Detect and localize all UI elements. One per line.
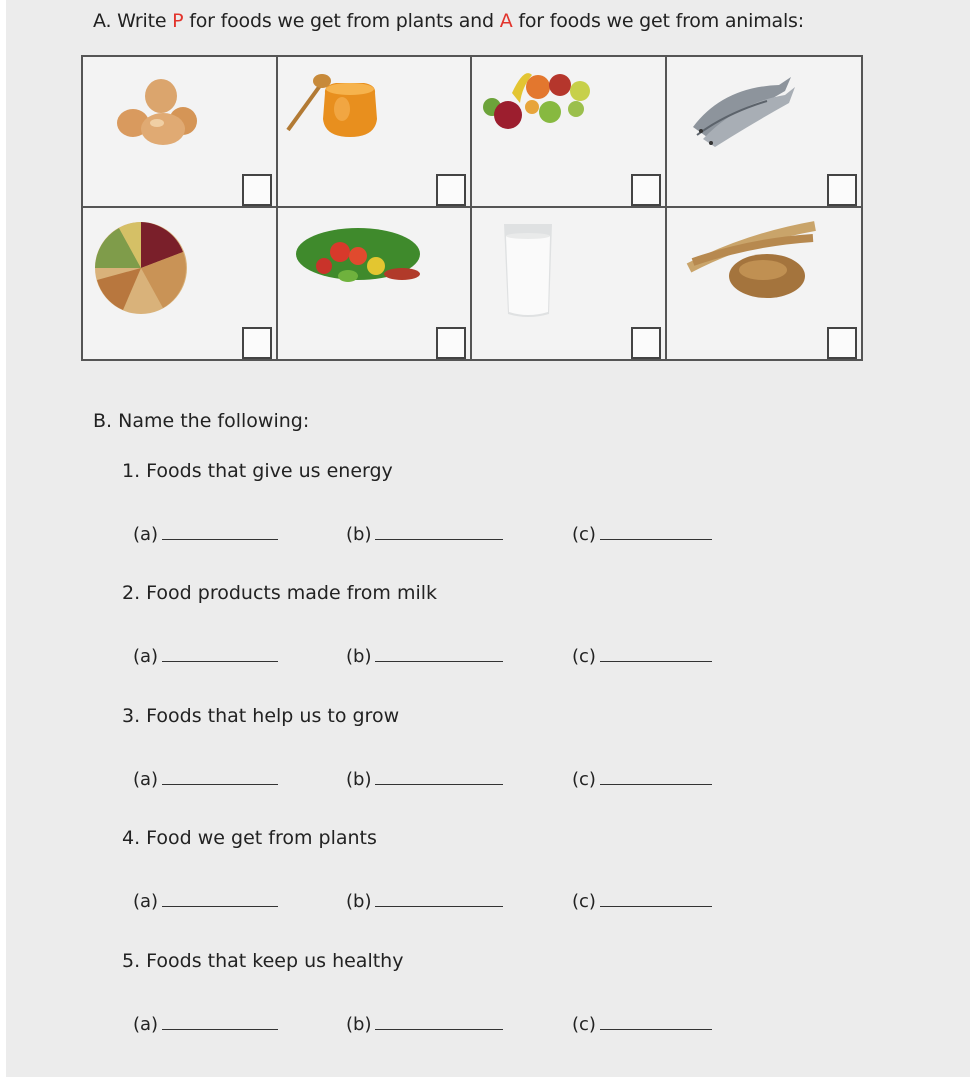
- answer-blank-line[interactable]: [162, 647, 278, 662]
- answer-label: (c): [572, 891, 596, 912]
- food-cell-pulses: [83, 208, 278, 359]
- answer-label: (a): [133, 769, 159, 790]
- answer-c: [572, 646, 712, 667]
- answer-blank-line[interactable]: [162, 892, 278, 907]
- answer-b: [346, 769, 503, 790]
- answer-label: (b): [346, 1014, 372, 1035]
- answer-blank-line[interactable]: [375, 1015, 503, 1030]
- answer-label: (c): [572, 524, 596, 545]
- answer-blank-line[interactable]: [162, 770, 278, 785]
- answer-box[interactable]: [827, 327, 857, 359]
- answer-b: [346, 524, 503, 545]
- food-picture-grid: [81, 55, 863, 361]
- answer-c: [572, 891, 712, 912]
- food-cell-vegetables: [278, 208, 473, 359]
- worksheet-page: [6, 0, 970, 1077]
- answer-a: [133, 769, 278, 790]
- answer-c: [572, 1014, 712, 1035]
- answer-blank-line[interactable]: [375, 770, 503, 785]
- answer-blank-line[interactable]: [600, 892, 712, 907]
- answer-c: [572, 769, 712, 790]
- answer-blank-line[interactable]: [375, 525, 503, 540]
- answer-box[interactable]: [242, 327, 272, 359]
- answer-box[interactable]: [242, 174, 272, 206]
- answer-label: (a): [133, 891, 159, 912]
- answer-a: [133, 891, 278, 912]
- instruction-text: for foods we get from plants and: [183, 10, 500, 32]
- answer-b: [346, 1014, 503, 1035]
- question-text: 4. Food we get from plants: [122, 827, 377, 849]
- answer-blank-line[interactable]: [600, 1015, 712, 1030]
- answer-label: (b): [346, 769, 372, 790]
- answer-a: [133, 1014, 278, 1035]
- answer-c: [572, 524, 712, 545]
- answer-blank-line[interactable]: [375, 647, 503, 662]
- answer-label: (a): [133, 646, 159, 667]
- answer-blank-line[interactable]: [375, 892, 503, 907]
- answer-label: (c): [572, 1014, 596, 1035]
- answer-label: (b): [346, 891, 372, 912]
- answer-b: [346, 891, 503, 912]
- food-cell-eggs: [83, 57, 278, 208]
- food-cell-fruits: [472, 57, 667, 208]
- answer-label: (c): [572, 769, 596, 790]
- question-text: 3. Foods that help us to grow: [122, 705, 400, 727]
- section-a-instruction: [93, 10, 804, 32]
- answer-label: (a): [133, 524, 159, 545]
- answer-blank-line[interactable]: [162, 525, 278, 540]
- answer-a: [133, 646, 278, 667]
- instruction-text: A. Write: [93, 10, 173, 32]
- answer-blank-line[interactable]: [600, 647, 712, 662]
- food-cell-fish: [667, 57, 862, 208]
- animal-letter: A: [499, 10, 513, 32]
- answer-box[interactable]: [631, 327, 661, 359]
- question-text: 1. Foods that give us energy: [122, 460, 393, 482]
- answer-label: (c): [572, 646, 596, 667]
- answer-b: [346, 646, 503, 667]
- answer-box[interactable]: [436, 327, 466, 359]
- answer-blank-line[interactable]: [162, 1015, 278, 1030]
- answer-a: [133, 524, 278, 545]
- answer-box[interactable]: [436, 174, 466, 206]
- section-b-title: B. Name the following:: [93, 410, 310, 432]
- answer-blank-line[interactable]: [600, 525, 712, 540]
- answer-box[interactable]: [631, 174, 661, 206]
- question-text: 5. Foods that keep us healthy: [122, 950, 404, 972]
- answer-box[interactable]: [827, 174, 857, 206]
- food-cell-wheat: [667, 208, 862, 359]
- food-cell-honey: [278, 57, 473, 208]
- plant-letter: P: [172, 10, 184, 32]
- answer-label: (b): [346, 646, 372, 667]
- question-text: 2. Food products made from milk: [122, 582, 438, 604]
- food-cell-milk: [472, 208, 667, 359]
- answer-label: (b): [346, 524, 372, 545]
- answer-blank-line[interactable]: [600, 770, 712, 785]
- answer-label: (a): [133, 1014, 159, 1035]
- instruction-text: for foods we get from animals:: [512, 10, 804, 32]
